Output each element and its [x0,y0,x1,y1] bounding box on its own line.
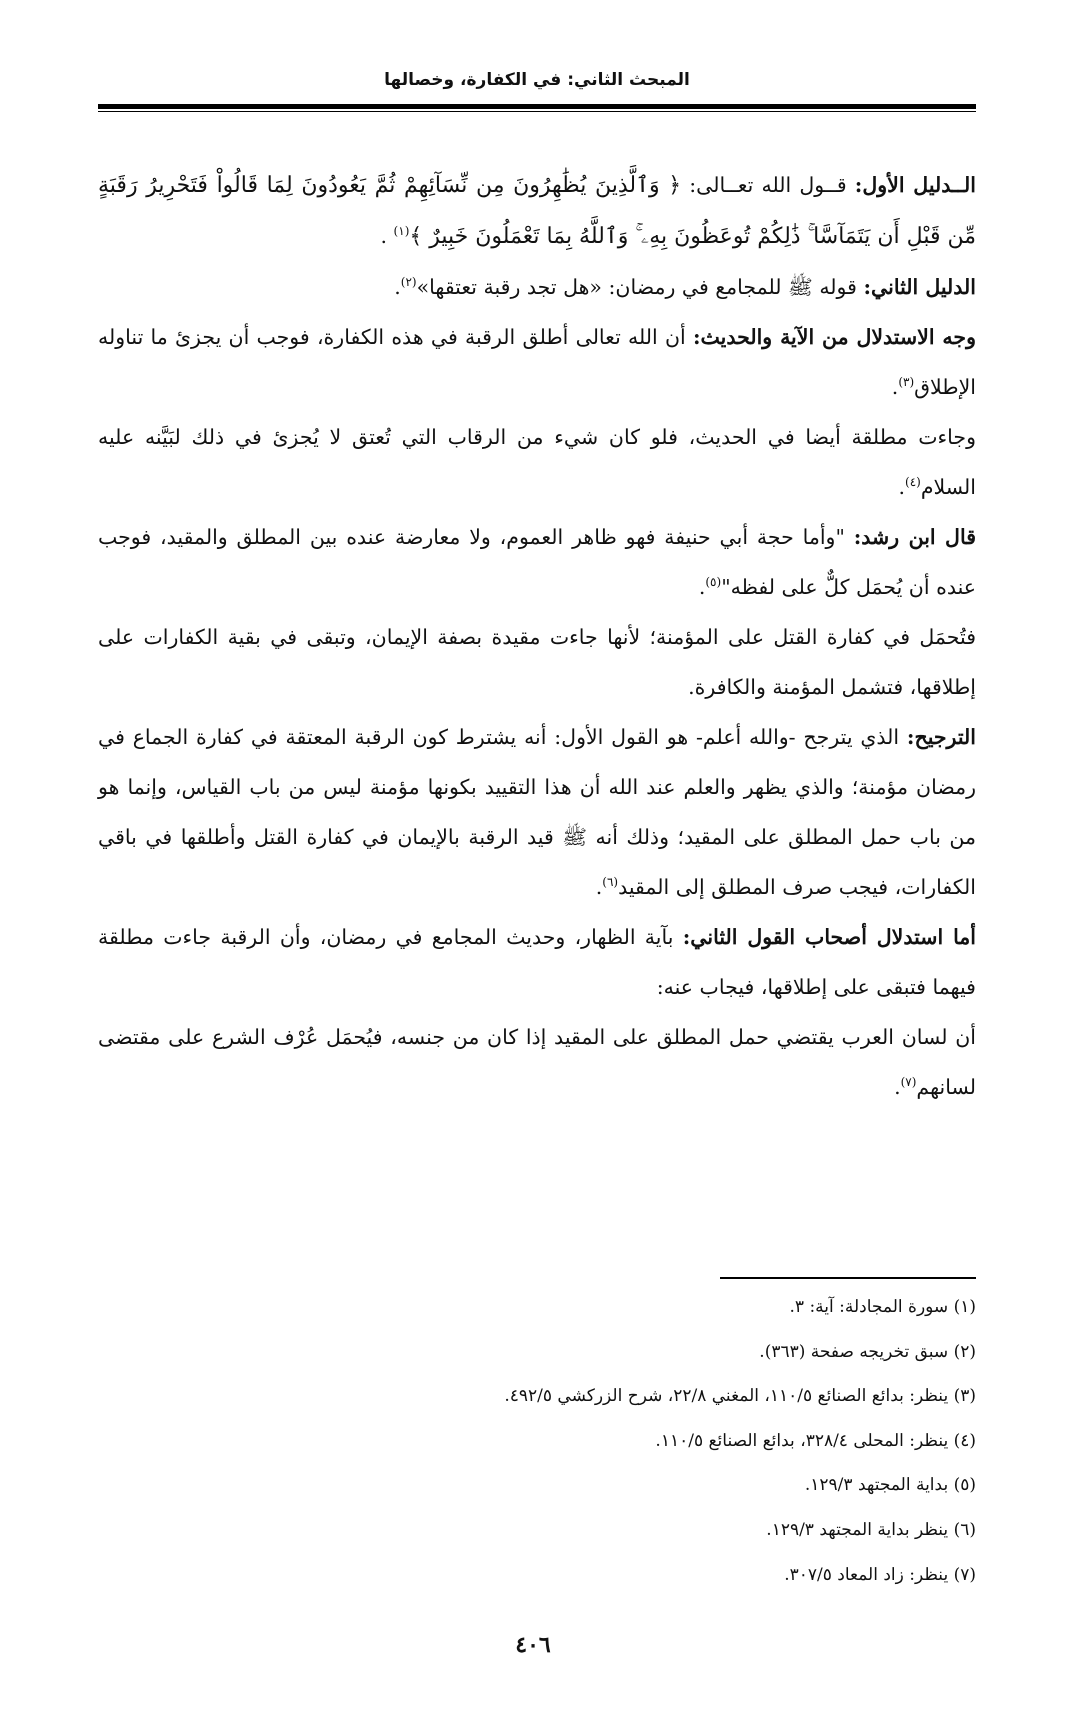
paragraph-text: أن الله تعالى أطلق الرقبة في هذه الكفارة، فوجب أن يجزئ ما تناوله الإطلاق [98,325,976,399]
footnote-item: (١) سورة المجادلة: آية: ٣. [789,1297,976,1317]
punctuation: . [595,875,603,899]
paragraph-label: وجه الاستدلال من الآية والحديث: [692,325,976,349]
paragraph-hadith-note [98,412,976,512]
paragraph-text: "وأما حجة أبي حنيفة فهو ظاهر العموم، ولا معارضة عنده بين المطلق والمقيد، فوجب عنده أن يُحمَل كلٌّ على لفظه" [98,525,976,599]
paragraph-first-evidence [98,160,976,262]
paragraph-label: أما استدلال أصحاب القول الثاني: [682,925,976,949]
paragraph-second-opinion [98,912,976,1012]
paragraph-application [98,612,976,712]
punctuation: . [394,275,401,299]
paragraph-response [98,1012,976,1112]
paragraph-text: قوله ﷺ للمجامع في رمضان: «هل تجد رقبة تعتقها» [416,275,864,299]
footnote-ref[interactable]: (٤) [905,475,921,490]
running-header: المبحث الثاني: في الكفارة، وخصالها [384,70,690,90]
paragraph-preference [98,712,976,912]
punctuation: . [894,1075,901,1099]
footnote-separator [720,1277,976,1279]
footnote-item: (٢) سبق تخريجه صفحة (٣٦٣). [759,1341,976,1362]
footnote-ref[interactable]: (١) [393,224,410,239]
paragraph-text: بآية الظهار، وحديث المجامع في رمضان، وأن الرقبة جاءت مطلقة فيهما فتبقى على إطلاقها، فيجاب عنه: [98,925,976,999]
paragraph-second-evidence [98,262,976,312]
page-number: ٤٠٦ [515,1632,551,1658]
paragraph-text: أن لسان العرب يقتضي حمل المطلق على المقيد إذا كان من جنسه، فيُحمَل عُرْف الشرع على مقتضى لسانهم [98,1025,976,1099]
punctuation: . [380,224,394,248]
punctuation: . [898,475,906,499]
header-rule-thick [98,104,976,109]
paragraph-label: قال ابن رشد: [853,525,977,549]
paragraph-text: قــول الله تعــالى: [681,173,855,197]
footnotes-list [98,1285,976,1597]
footnote-ref[interactable]: (٢) [400,275,417,290]
footnote-item: (٣) ينظر: بدائع الصنائع ١١٠/٥، المغني ٢٢/٨، شرح الزركشي ٤٩٢/٥. [504,1386,976,1407]
footnote-ref[interactable]: (٧) [900,1075,917,1090]
main-text [98,160,976,1112]
paragraph-text: فتُحمَل في كفارة القتل على المؤمنة؛ لأنها جاءت مقيدة بصفة الإيمان، وتبقى في بقية الكفارات على إطلاقها، فتشمل المؤمنة والكافرة. [98,625,976,699]
paragraph-text: الذي يترجح -والله أعلم- هو القول الأول: أنه يشترط كون الرقبة المعتقة في كفارة الجماع في رمضان مؤمنة؛ والذي يظهر والعلم عند الله أن هذا التقييد بكونها مؤمنة ليس من باب القياس، وإنما هو من باب حمل المطلق على المقيد؛ وذلك أنه ﷺ قيد الرقبة بالإيمان في كفارة القتل وأطلقها في باقي الكفارات، فيجب صرف المطلق إلى المقيد [98,725,976,899]
paragraph-label: الدليل الثاني: [863,275,976,299]
footnote-ref[interactable]: (٥) [705,575,722,590]
footnote-ref[interactable]: (٦) [602,875,619,890]
punctuation: . [891,375,899,399]
punctuation: . [698,575,706,599]
paragraph-inference [98,312,976,412]
footnote-item: (٥) بداية المجتهد ١٢٩/٣. [804,1475,976,1496]
paragraph-label: الترجيح: [906,725,976,749]
header-rule-thin [98,111,976,112]
footnote-item: (٤) ينظر: المحلى ٣٢٨/٤، بدائع الصنائع ١١٠/٥. [655,1430,976,1451]
footnote-item: (٧) ينظر: زاد المعاد ٣٠٧/٥. [784,1564,976,1585]
quran-verse: ﴿ وَٱلَّذِينَ يُظَٰهِرُونَ مِن نِّسَآئِهِمْ ثُمَّ يَعُودُونَ لِمَا قَالُواْ فَتَحْرِيرُ رَقَبَةٍ مِّن قَبْلِ أَن يَتَمَآسَّا ۚ ذَٰلِكُمْ تُوعَظُونَ بِهِۦ ۚ وَٱللَّهُ بِمَا تَعْمَلُونَ خَبِيرٌ ﴾ [98,173,976,249]
paragraph-ibn-rushd [98,512,976,612]
footnote-item: (٦) ينظر بداية المجتهد ١٢٩/٣. [766,1519,976,1540]
paragraph-text: وجاءت مطلقة أيضا في الحديث، فلو كان شيء من الرقاب التي تُعتق لا يُجزئ في ذلك لبَيَّنه عليه السلام [98,425,976,499]
paragraph-label: الــدليل الأول: [854,173,976,197]
footnote-ref[interactable]: (٣) [898,375,915,390]
